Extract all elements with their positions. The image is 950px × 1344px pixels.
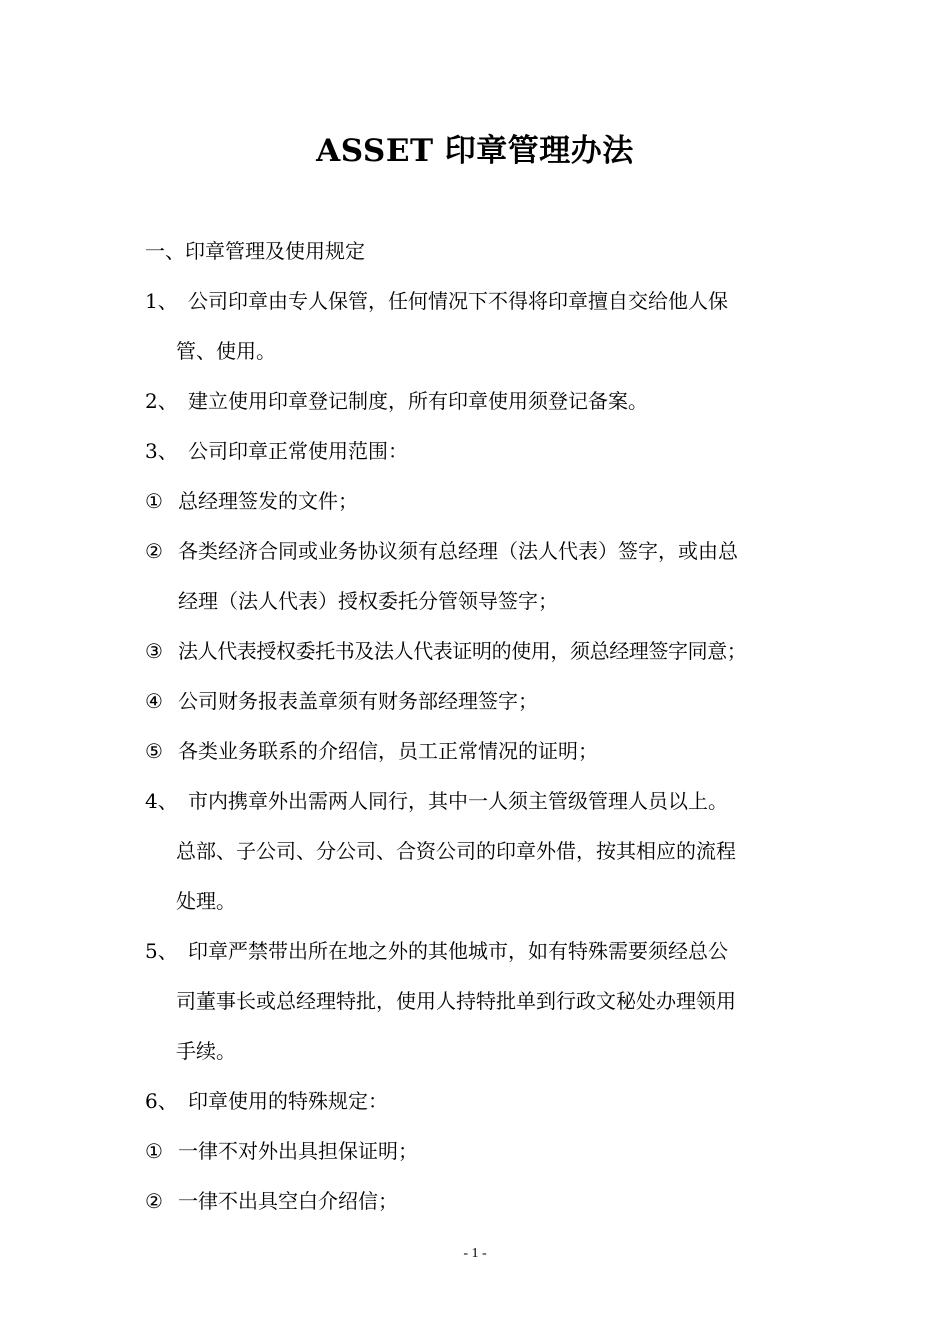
item-marker: 3、 xyxy=(145,439,178,463)
list-item-continuation xyxy=(176,1036,236,1066)
line-text: 管、使用。 xyxy=(176,339,276,363)
item-text: 公司印章正常使用范围： xyxy=(188,439,408,463)
line-text: 处理。 xyxy=(176,889,236,913)
line-text: 总部、子公司、分公司、合资公司的印章外借，按其相应的流程 xyxy=(176,839,736,863)
item-marker: ① xyxy=(145,1139,163,1163)
item-text: 印章严禁带出所在地之外的其他城市，如有特殊需要须经总公 xyxy=(188,939,728,963)
document-title: ASSET 印章管理办法 xyxy=(316,133,634,169)
item-marker: 1、 xyxy=(145,289,178,313)
list-item-continuation xyxy=(176,336,276,366)
line-text: 手续。 xyxy=(176,1039,236,1063)
item-text: 法人代表授权委托书及法人代表证明的使用，须总经理签字同意； xyxy=(178,639,747,663)
item-marker: ① xyxy=(145,489,163,513)
item-text: 市内携章外出需两人同行，其中一人须主管级管理人员以上。 xyxy=(188,789,728,813)
item-text: 印章使用的特殊规定： xyxy=(188,1089,388,1113)
line-text: 经理（法人代表）授权委托分管领导签字； xyxy=(178,589,558,613)
item-text: 各类业务联系的介绍信，员工正常情况的证明； xyxy=(178,739,598,763)
item-text: 公司财务报表盖章须有财务部经理签字； xyxy=(178,689,538,713)
line-text: 一、印章管理及使用规定 xyxy=(145,239,365,263)
list-item-continuation xyxy=(176,836,736,866)
item-marker: ② xyxy=(145,1189,163,1213)
item-marker: ④ xyxy=(145,689,163,713)
list-item-continuation xyxy=(176,886,236,916)
item-text: 公司印章由专人保管，任何情况下不得将印章擅自交给他人保 xyxy=(188,289,728,313)
item-text: 总经理签发的文件； xyxy=(178,489,358,513)
item-marker: 4、 xyxy=(145,789,178,813)
list-item-continuation xyxy=(176,986,736,1016)
section-heading xyxy=(145,236,365,266)
item-text: 各类经济合同或业务协议须有总经理（法人代表）签字，或由总 xyxy=(178,539,738,563)
page-number: - 1 - xyxy=(463,1246,487,1261)
list-item-continuation xyxy=(178,586,558,616)
item-marker: 6、 xyxy=(145,1089,178,1113)
line-text: 司董事长或总经理特批，使用人持特批单到行政文秘处办理领用 xyxy=(176,989,736,1013)
item-marker: 5、 xyxy=(145,939,178,963)
item-marker: ⑤ xyxy=(145,739,163,763)
item-text: 建立使用印章登记制度，所有印章使用须登记备案。 xyxy=(188,389,648,413)
item-text: 一律不对外出具担保证明； xyxy=(178,1139,418,1163)
item-marker: 2、 xyxy=(145,389,178,413)
item-marker: ② xyxy=(145,539,163,563)
item-text: 一律不出具空白介绍信； xyxy=(178,1189,398,1213)
item-marker: ③ xyxy=(145,639,163,663)
